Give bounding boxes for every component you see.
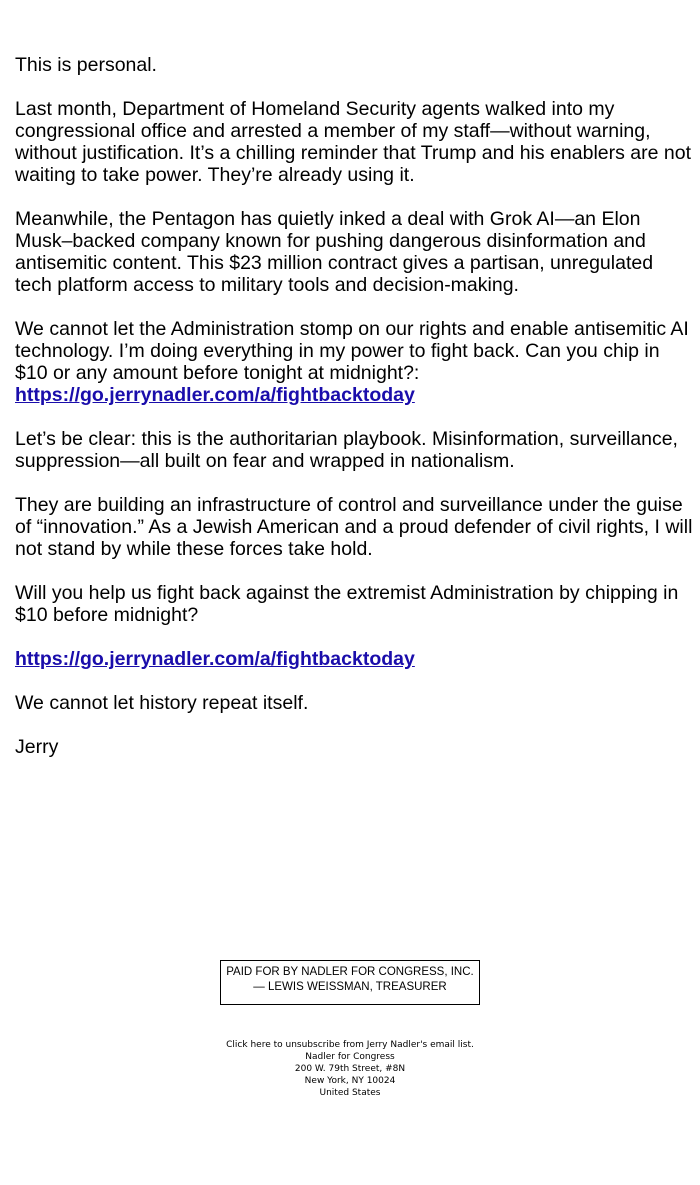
paid-for-disclaimer <box>220 960 480 1005</box>
email-body <box>15 54 695 780</box>
paragraph-donate-ask <box>15 318 695 406</box>
donate-ask-text: We cannot let the Administration stomp on our rights and enable antisemitic AI technology. I’m doing everything in my power to fight back. Can you chip in $10 or any amount before tonight at midnight?: <box>15 318 689 384</box>
footer-org: Nadler for Congress <box>305 1052 395 1062</box>
unsubscribe-link[interactable]: Click here to unsubscribe from Jerry Nadler's email list. <box>226 1040 474 1050</box>
paragraph-history: We cannot let history repeat itself. <box>15 692 309 714</box>
email-footer <box>0 1039 700 1099</box>
paragraph-authoritarian: Let’s be clear: this is the authoritarian playbook. Misinformation, surveillance, suppression—all built on fear and wrapped in nationalism. <box>15 428 678 472</box>
paragraph-pentagon-grok: Meanwhile, the Pentagon has quietly inked a deal with Grok AI—an Elon Musk–backed company known for pushing dangerous disinformation and antisemitic content. This $23 million contract gives a partisan, unregulated tech platform access to military tools and decision-making. <box>15 208 654 296</box>
paragraph-surveillance: They are building an infrastructure of control and surveillance under the guise of “innovation.” As a Jewish American and a proud defender of civil rights, I will not stand by while these forces take hold. <box>15 494 693 560</box>
donate-link-2[interactable]: https://go.jerrynadler.com/a/fightbacktoday <box>15 648 415 670</box>
disclaimer-line-2: — LEWIS WEISSMAN, TREASURER <box>253 981 447 993</box>
footer-city: New York, NY 10024 <box>304 1076 396 1086</box>
paragraph-help-ask: Will you help us fight back against the extremist Administration by chipping in $10 before midnight? <box>15 582 679 626</box>
paragraph-opening: This is personal. <box>15 54 157 76</box>
donate-link-1[interactable]: https://go.jerrynadler.com/a/fightbacktoday <box>15 384 415 406</box>
signature: Jerry <box>15 736 59 758</box>
footer-country: United States <box>319 1088 381 1098</box>
paragraph-dhs-arrest: Last month, Department of Homeland Security agents walked into my congressional office and arrested a member of my staff—without warning, without justification. It’s a chilling reminder that Trump and his enablers are not waiting to take power. They’re already using it. <box>15 98 691 186</box>
paragraph-donate-link <box>15 648 695 670</box>
disclaimer-line-1: PAID FOR BY NADLER FOR CONGRESS, INC. <box>226 966 474 978</box>
footer-street: 200 W. 79th Street, #8N <box>294 1064 406 1074</box>
